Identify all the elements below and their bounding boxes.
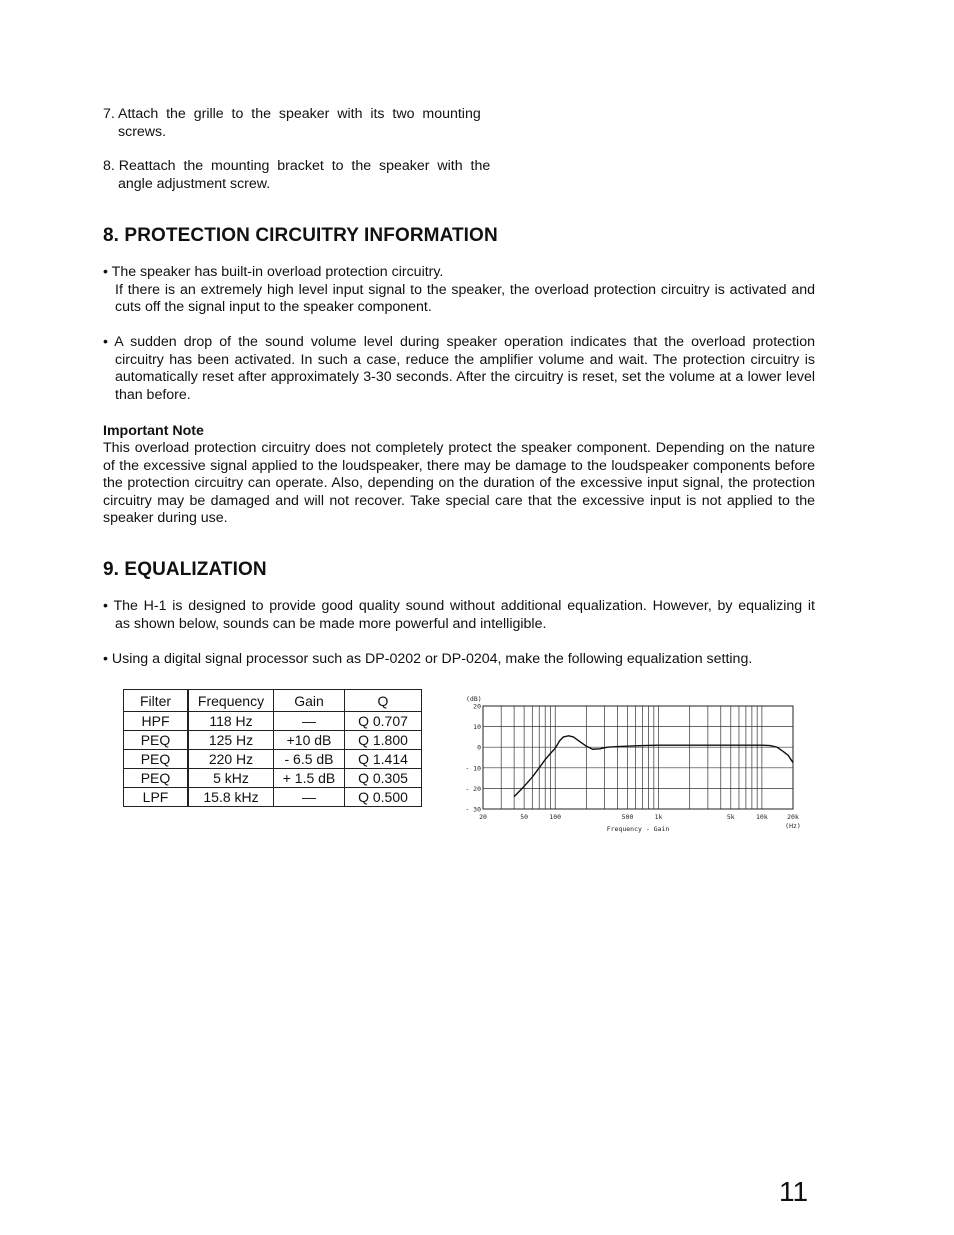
cell-q: Q 1.800	[345, 731, 422, 750]
eq-settings-table	[123, 689, 422, 807]
cell-filter: PEQ	[124, 731, 189, 750]
table-row	[124, 788, 422, 807]
table-row	[124, 712, 422, 731]
x-tick-label: 20k	[787, 813, 799, 821]
equalization-bullet-1-first: • The H-1 is designed to provide good quality sound without additional equalization. However, by equalizing it	[103, 598, 815, 614]
x-tick-label: 5k	[726, 813, 735, 821]
cell-q: Q 1.414	[345, 750, 422, 769]
protection-heading: 8. PROTECTION CIRCUITRY INFORMATION	[103, 225, 498, 246]
cell-q: Q 0.500	[345, 788, 422, 807]
header-frequency: Frequency	[188, 690, 274, 712]
x-tick-label: 1k	[654, 813, 663, 821]
x-tick-label: 10k	[756, 813, 768, 821]
x-tick-label: 20	[479, 813, 487, 821]
y-tick-label: - 20	[465, 784, 481, 793]
step-8-line2: angle adjustment screw.	[118, 175, 271, 192]
cell-gain: - 6.5 dB	[274, 750, 345, 769]
protection-bullet-2-first: • A sudden drop of the sound volume level during speaker operation indicates that the overload protection	[103, 334, 815, 350]
cell-gain: —	[274, 788, 345, 807]
cell-filter: HPF	[124, 712, 189, 731]
cell-frequency: 220 Hz	[188, 750, 274, 769]
cell-filter: LPF	[124, 788, 189, 807]
x-tick-label: 100	[549, 813, 562, 821]
equalization-bullet-2: • Using a digital signal processor such as DP-0202 or DP-0204, make the following equalization setting.	[103, 651, 753, 667]
header-q: Q	[345, 690, 422, 712]
step-8	[103, 158, 503, 193]
x-tick-label: 500	[621, 813, 634, 821]
cell-q: Q 0.707	[345, 712, 422, 731]
y-tick-label: 20	[473, 702, 481, 711]
protection-bullet-2	[103, 334, 815, 404]
cell-frequency: 5 kHz	[188, 769, 274, 788]
y-tick-label: - 30	[465, 805, 481, 814]
cell-q: Q 0.305	[345, 769, 422, 788]
protection-bullet-1	[103, 264, 815, 317]
x-tick-label: 50	[520, 813, 529, 821]
header-gain: Gain	[274, 690, 345, 712]
page-number: 11	[779, 1176, 809, 1207]
header-filter: Filter	[124, 690, 189, 712]
cell-filter: PEQ	[124, 769, 189, 788]
cell-gain: +10 dB	[274, 731, 345, 750]
cell-filter: PEQ	[124, 750, 189, 769]
table-header-row	[124, 690, 422, 712]
y-unit-label: (dB)	[466, 695, 482, 703]
cell-frequency: 118 Hz	[188, 712, 274, 731]
equalization-bullet-1	[103, 598, 815, 633]
protection-bullet-1-rest: If there is an extremely high level input signal to the speaker, the overload protection circuitry is activated and cuts off the signal input to the speaker component.	[115, 281, 815, 316]
cell-gain: + 1.5 dB	[274, 769, 345, 788]
y-tick-label: 0	[477, 743, 481, 752]
table-row	[124, 731, 422, 750]
y-tick-label: 10	[473, 723, 481, 732]
y-tick-label: - 10	[465, 764, 481, 773]
cell-frequency: 15.8 kHz	[188, 788, 274, 807]
protection-bullet-2-rest: circuitry has been activated. In such a case, reduce the amplifier volume and wait. The protection circuitry is automatically reset after approximately 3-30 seconds. After the circuitry is reset, set the volume at a lower level than before.	[115, 351, 815, 403]
important-note-body: This overload protection circuitry does not completely protect the speaker component. Depending on the nature of the excessive signal applied to the loudspeaker, there may be damage to the loudspeaker components before the protection circuitry can operate. Also, depending on the duration of the excessive input signal, the protection circuitry may be damaged and will not recover. Take special care that the excessive input is not applied to the speaker during use.	[103, 440, 815, 527]
protection-bullet-1-first: • The speaker has built-in overload protection circuitry.	[103, 264, 444, 280]
plot-frame	[483, 706, 793, 809]
cell-gain: —	[274, 712, 345, 731]
x-axis-label: Frequency - Gain	[606, 825, 670, 833]
table-row	[124, 750, 422, 769]
equalization-bullet-1-rest: as shown below, sounds can be made more powerful and intelligible.	[115, 615, 547, 632]
equalization-heading: 9. EQUALIZATION	[103, 559, 267, 580]
step-7	[103, 106, 503, 141]
x-unit-label: (Hz)	[785, 822, 801, 830]
step-8-line1: 8. Reattach the mounting bracket to the speaker with the	[103, 158, 491, 174]
important-note-title: Important Note	[103, 423, 204, 439]
step-7-line1: 7. Attach the grille to the speaker with its two mounting	[103, 106, 481, 122]
step-7-line2: screws.	[118, 123, 167, 140]
frequency-response-chart	[458, 690, 808, 840]
cell-frequency: 125 Hz	[188, 731, 274, 750]
table-row	[124, 769, 422, 788]
